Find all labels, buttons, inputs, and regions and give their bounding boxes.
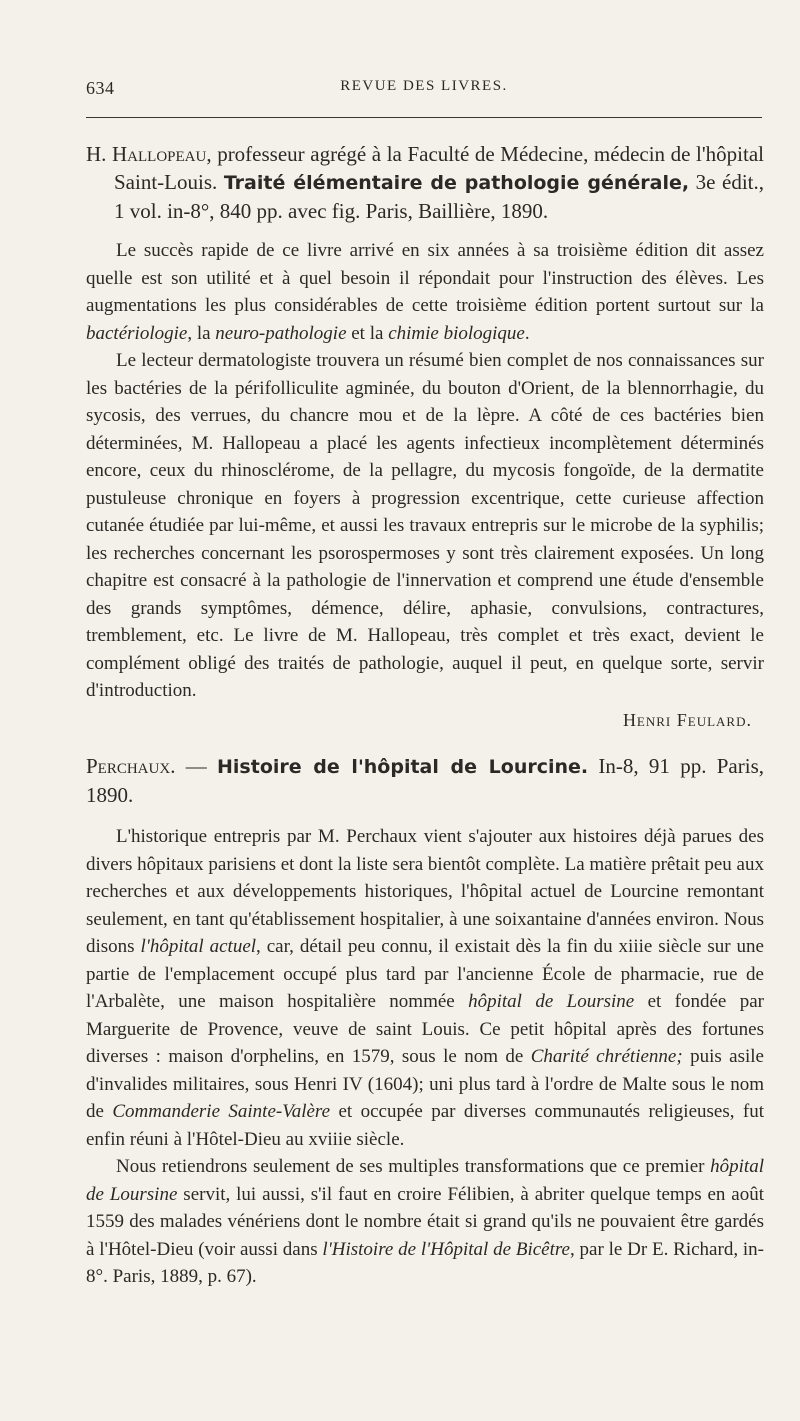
page-header bbox=[86, 78, 762, 100]
publication-details: In-8, 91 pp. Paris, 1890. bbox=[86, 754, 764, 807]
text-run: puis asile d'invalides militaires, sous Henri IV (1604); uni plus tard à l'ordre de Malte sous le nom de bbox=[86, 1046, 764, 1122]
text-run: , la bbox=[187, 322, 216, 344]
reviewer-signature: Henri Feulard. bbox=[622, 709, 752, 730]
book-title: Traité élémentaire de pathologie générale, bbox=[223, 172, 690, 194]
author-name: Perchaux bbox=[86, 754, 171, 778]
italic-term: l'Histoire de l'Hôpital de Bicêtre bbox=[322, 1238, 570, 1260]
text-run: . bbox=[524, 322, 530, 344]
text-run: et occupée par diverses communautés religieuses, fut enfin réuni à l'Hôtel-Dieu au xviiie siècle. bbox=[86, 1101, 764, 1150]
page-number: 634 bbox=[86, 78, 115, 98]
text-run: et fondée par Marguerite de Provence, veuve de saint Louis. Ce petit hôpital après des fortunes diverses : maison d'orphelins, en 1579, sous le nom de bbox=[86, 991, 764, 1067]
header-rule bbox=[86, 117, 762, 118]
review-heading-hallopeau bbox=[86, 140, 764, 225]
text-run: , par le Dr E. Richard, in-8°. Paris, 1889, p. 67). bbox=[86, 1238, 764, 1287]
publication-details: 3e édit., 1 vol. in-8°, 840 pp. avec fig. Paris, Baillière, 1890. bbox=[114, 170, 764, 223]
author-description: , professeur agrégé à la Faculté de Médecine, médecin de l'hôpital Saint-Louis. bbox=[114, 142, 764, 194]
text-run: servit, lui aussi, s'il faut en croire Félibien, à abriter quelque temps en août 1559 des malades vénériens dont le nombre était si grand qu'ils ne pouvaient être gardés à l'Hôtel-Dieu (voir aussi dans bbox=[86, 1183, 765, 1260]
review-heading-perchaux bbox=[86, 752, 764, 809]
italic-term: Commanderie Sainte-Valère bbox=[112, 1101, 331, 1122]
italic-term: bactériologie bbox=[86, 322, 188, 344]
text-run: , car, détail peu connu, il existait dès la fin du xiiie siècle sur une partie de l'emplacement occupé plus tard par l'ancienne École de pharmacie, rue de l'Arbalète, une maison hospitalière nommée bbox=[86, 936, 764, 1012]
text-run: Nous retiendrons seulement de ses multiples transformations que ce premier bbox=[116, 1156, 711, 1177]
author-initial: H. bbox=[86, 142, 113, 166]
italic-term: chimie biologique bbox=[388, 322, 525, 344]
running-head: REVUE DES LIVRES. bbox=[340, 78, 508, 94]
review-paragraph bbox=[86, 237, 764, 347]
review-paragraph: Le lecteur dermatologiste trouvera un résumé bien complet de nos connaissances sur les bactéries de la périfolliculite agminée, du bouton d'Orient, de la blennorrhagie, du sycosis, des verrues, du chancre mou et de la lèpre. A côté de ces bactéries bien déterminées, M. Hallopeau a placé les agents infectieux incomplètement déterminés encore, ceux du rhinosclérome, de la pellagre, du mycosis fongoïde, de la dermatite pustuleuse chronique en foyers à progression excentrique, cette curieuse affection cutanée étudiée par lui-même, et aussi les travaux entrepris sur le microbe de la syphilis; les recherches concernant les psorospermoses y sont très clairement exposées. Un long chapitre est consacré à la pathologie de l'innervation et comprend une étude d'ensemble des grands symptômes, démence, délire, aphasie, convulsions, contractures, tremblement, etc. Le livre de M. Hallopeau, très complet et très exact, devient le complément obligé des traités de pathologie, auquel il peut, en quelque sorte, servir d'introduction. bbox=[86, 350, 764, 701]
text-run: L'historique entrepris par M. Perchaux vient s'ajouter aux histoires déjà parues des divers hôpitaux parisiens et dont la liste sera bientôt complète. La matière prêtait peu aux recherches et aux développements historiques, l'hôpital actuel de Lourcine remontant seulement, en tant qu'établissement hospitalier, à une soixantaine d'années environ. Nous disons bbox=[86, 826, 764, 957]
author-name: Hallopeau bbox=[112, 142, 207, 166]
separator: . — bbox=[170, 754, 218, 778]
review-paragraph bbox=[86, 1153, 764, 1291]
italic-term: neuro-pathologie bbox=[215, 322, 347, 344]
italic-term: l'hôpital actuel bbox=[140, 936, 257, 957]
italic-term: hôpital de Loursine bbox=[468, 991, 635, 1012]
italic-term: Charité chrétienne; bbox=[530, 1046, 683, 1067]
book-title: Histoire de l'hôpital de Lourcine. bbox=[217, 756, 589, 778]
text-run: Le succès rapide de ce livre arrivé en six années à sa troisième édition dit assez quelle est son utilité et à quel besoin il répondait pour l'instruction des élèves. Les augmentations les plus considérables de cette troisième édition portent surtout sur la bbox=[86, 240, 764, 316]
italic-term: hôpital de Loursine bbox=[86, 1156, 764, 1205]
text-run: et la bbox=[346, 322, 389, 344]
review-paragraph bbox=[86, 823, 764, 1153]
page-body bbox=[86, 140, 764, 1291]
